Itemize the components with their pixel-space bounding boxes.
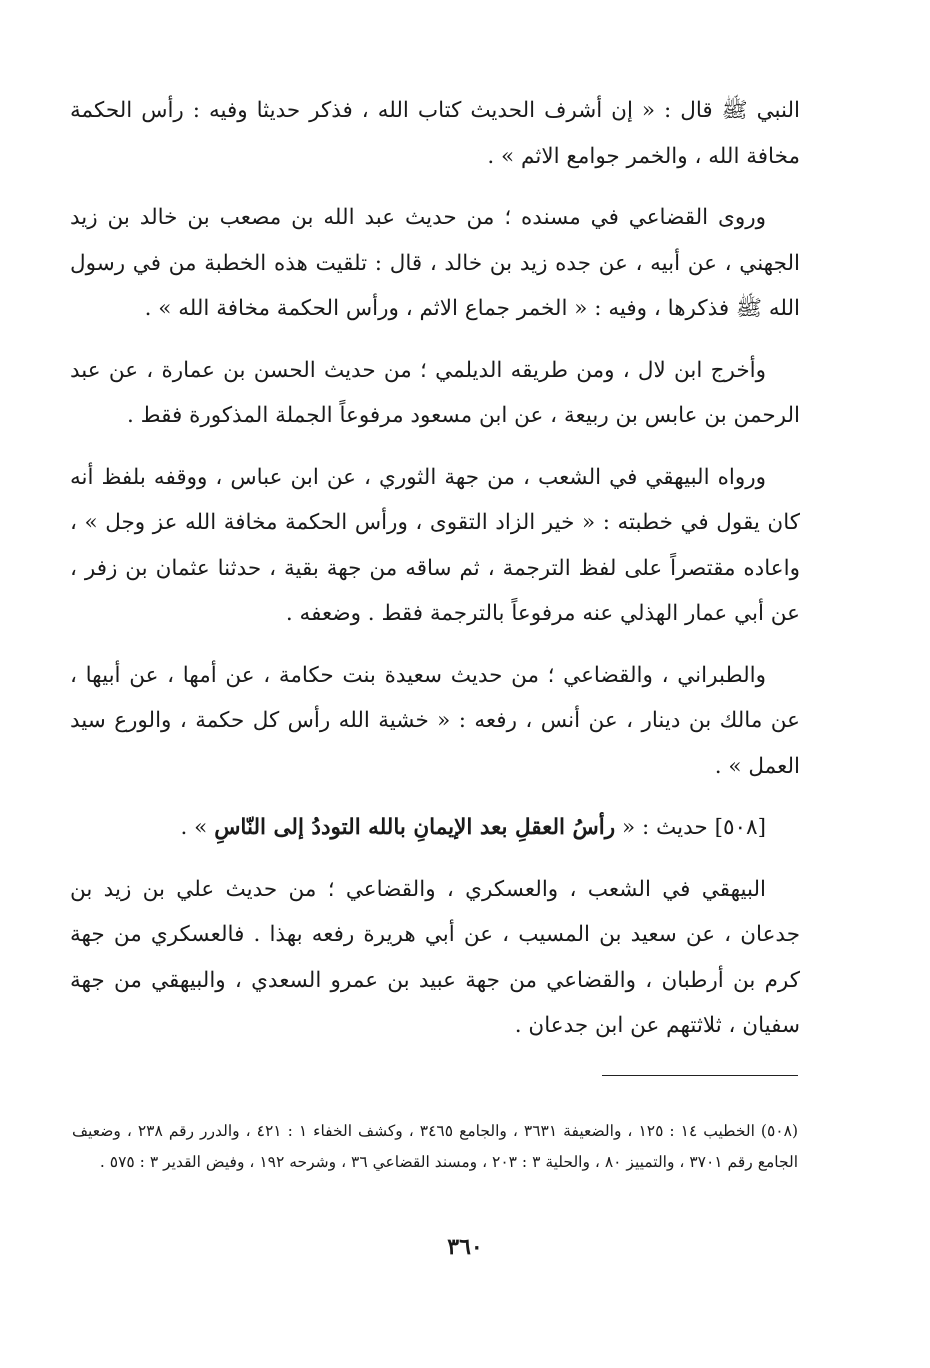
paragraph-1: النبي ﷺ قال : « إن أشرف الحديث كتاب الله ، فذكر حديثا وفيه : رأس الحكمة مخافة الله ، والخمر جوامع الاثم » .	[70, 98, 800, 169]
footnote: (٥٠٨) الخطيب ١٤ : ١٢٥ ، والضعيفة ٣٦٣١ ، والجامع ٣٤٦٥ ، وكشف الخفاء ١ : ٤٢١ ، والدرر رقم ٢٣٨ ، وضعيف الجامع رقم ٣٧٠١ ، والتمييز ٨٠ ، والحلية ٣ : ٢٠٣ ، ومسند القضاعي ٣٦ ، وشرحه ١٩٢ ، وفيض القدير ٣ : ٥٧٥ .	[72, 1122, 799, 1171]
page-body	[70, 88, 800, 1065]
paragraph-5: والطبراني ، والقضاعي ؛ من حديث سعيدة بنت حكامة ، عن أمها ، عن أبيها ، عن مالك بن دينار ، عن أنس ، رفعه : « خشية الله رأس كل حكمة ، والورع سيد العمل » .	[70, 662, 800, 779]
paragraph-6: البيهقي في الشعب ، والعسكري ، والقضاعي ؛ من حديث علي بن زيد بن جدعان ، عن سعيد بن المسيب ، عن أبي هريرة رفعه بهذا . فالعسكري من جهة كرم بن أرطبان ، والقضاعي من جهة عبيد بن عمرو السعدي ، والبيهقي من جهة سفيان ، ثلاثتهم عن ابن جدعان .	[70, 876, 800, 1038]
hadith-heading	[70, 805, 800, 851]
footnote-divider	[602, 1075, 798, 1076]
paragraph-4: ورواه البيهقي في الشعب ، من جهة الثوري ، عن ابن عباس ، ووقفه بلفظ أنه كان يقول في خطبته : « خير الزاد التقوى ، ورأس الحكمة مخافة الله عز وجل » ، واعاده مقتصراً على لفظ الترجمة ، ثم ساقه من جهة بقية ، حدثنا عثمان بن زفر ، عن أبي عمار الهذلي عنه مرفوعاً بالترجمة فقط . وضعفه .	[70, 464, 800, 626]
page-number: ٣٦٠	[447, 1234, 483, 1260]
hadith-close: » .	[180, 815, 208, 840]
hadith-number: [٥٠٨]	[714, 815, 766, 840]
hadith-intro: حديث : «	[621, 815, 708, 840]
paragraph-3: وأخرج ابن لال ، ومن طريقه الديلمي ؛ من حديث الحسن بن عمارة ، عن عبد الرحمن بن عابس بن ربيعة ، عن ابن مسعود مرفوعاً الجملة المذكورة فقط .	[70, 357, 800, 428]
paragraph-2: وروى القضاعي في مسنده ؛ من حديث عبد الله بن مصعب بن خالد بن زيد الجهني ، عن أبيه ، عن جده زيد بن خالد ، قال : تلقيت هذه الخطبة من في رسول الله ﷺ فذكرها ، وفيه : « الخمر جماع الاثم ، ورأس الحكمة مخافة الله » .	[70, 205, 800, 321]
hadith-text: رأسُ العقلِ بعد الإيمانِ بالله التوددُ إلى النّاسِ	[214, 815, 616, 840]
